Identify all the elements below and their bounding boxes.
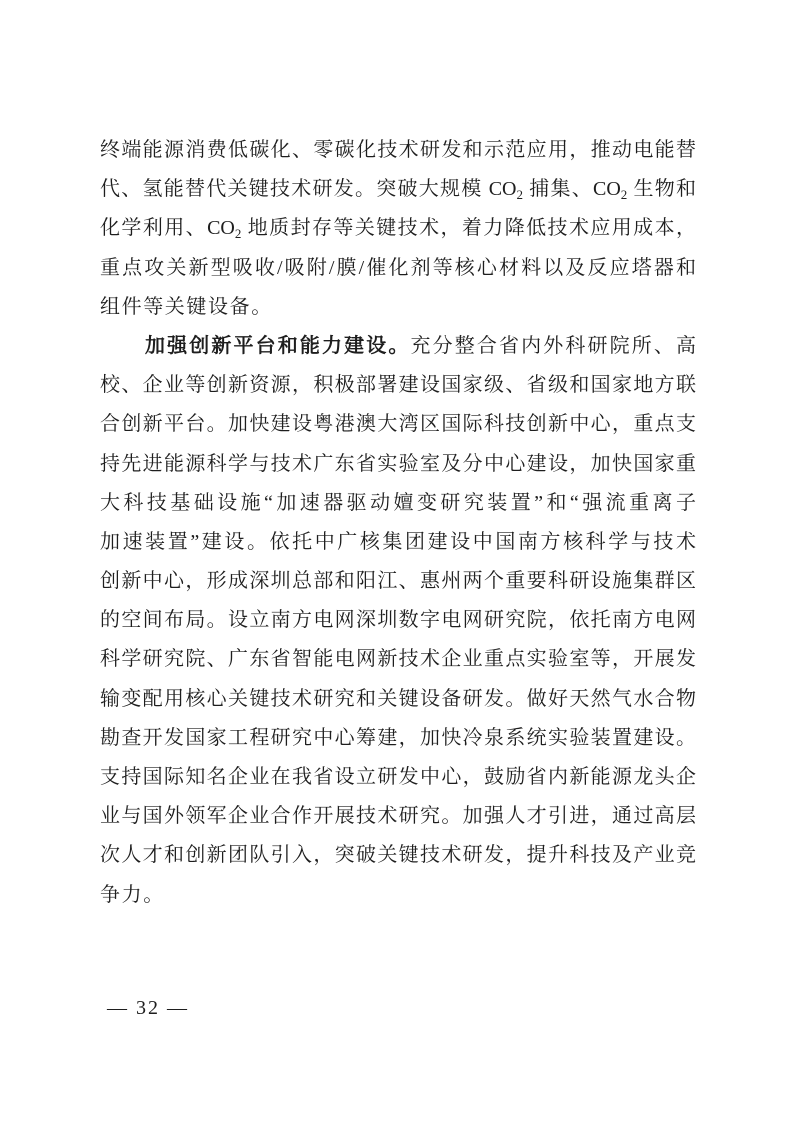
text-line	[100, 131, 696, 170]
text-run: 捕集、	[522, 178, 593, 201]
text-line	[100, 170, 696, 209]
text-run: 持先进能源科学与技术广东省实验室及分中心建设，加快国家重	[100, 452, 696, 475]
text-run: CO	[207, 217, 235, 240]
text-run: 充分整合省内外科研院所、高	[410, 334, 696, 357]
text-line	[100, 876, 696, 915]
text-run: 大科技基础设施“加速器驱动嬗变研究装置”和“强流重离子	[100, 491, 696, 514]
text-run: 地质封存等关键技术，着力降低技术应用成本，	[241, 217, 697, 240]
text-run: 校、企业等创新资源，积极部署建设国家级、省级和国家地方联	[100, 374, 696, 397]
text-run: 加强创新平台和能力建设。	[145, 334, 411, 357]
text-run: 终端能源消费低碳化、零碳化技术研发和示范应用，推动电能替	[100, 139, 696, 161]
document-body	[100, 131, 696, 915]
text-line	[100, 719, 696, 758]
subscript-run: 2	[620, 187, 628, 203]
text-run: 支持国际知名企业在我省设立研发中心，鼓励省内新能源龙头企	[100, 766, 696, 788]
text-line	[100, 797, 696, 836]
text-line	[100, 288, 696, 327]
text-run: 生物和	[627, 178, 697, 201]
text-run: 输变配用核心关键技术研究和关键设备研发。做好天然气水合物	[100, 687, 696, 710]
page-number: — 32 —	[107, 997, 189, 1019]
subscript-run: 2	[516, 187, 523, 203]
text-run: 勘查开发国家工程研究中心筹建，加快冷泉系统实验装置建设。	[100, 726, 696, 749]
text-line	[100, 640, 696, 679]
text-line	[100, 680, 696, 719]
text-run: 重点攻关新型吸收/吸附/膜/催化剂等核心材料以及反应塔器和	[100, 256, 696, 279]
text-run: CO	[592, 178, 621, 201]
text-line	[100, 758, 696, 797]
text-run: CO	[488, 178, 517, 201]
text-line	[100, 327, 696, 366]
text-run: 化学利用、	[100, 217, 208, 240]
text-line	[100, 601, 696, 640]
text-run: 代、氢能替代关键技术研发。突破大规模	[100, 178, 489, 201]
text-line	[100, 836, 696, 875]
text-run: 争力。	[100, 883, 165, 906]
text-run: 科学研究院、广东省智能电网新技术企业重点实验室等，开展发	[100, 648, 696, 671]
text-run: 业与国外领军企业合作开展技术研究。加强人才引进，通过高层	[100, 805, 696, 828]
text-line	[100, 445, 696, 484]
text-line	[100, 484, 696, 523]
text-run: 组件等关键设备。	[100, 295, 273, 318]
text-run: 的空间布局。设立南方电网深圳数字电网研究院，依托南方电网	[100, 609, 696, 632]
text-line	[100, 249, 696, 288]
text-line	[100, 523, 696, 562]
subscript-run: 2	[234, 226, 242, 242]
text-run: 合创新平台。加快建设粤港澳大湾区国际科技创新中心，重点支	[100, 413, 696, 436]
text-run: 次人才和创新团队引入，突破关键技术研发，提升科技及产业竞	[100, 844, 696, 867]
text-line	[100, 209, 696, 248]
text-run: 创新中心，形成深圳总部和阳江、惠州两个重要科研设施集群区	[100, 570, 696, 593]
text-line	[100, 405, 696, 444]
text-line	[100, 366, 696, 405]
text-line	[100, 562, 696, 601]
text-run: 加速装置”建设。依托中广核集团建设中国南方核科学与技术	[100, 530, 696, 553]
